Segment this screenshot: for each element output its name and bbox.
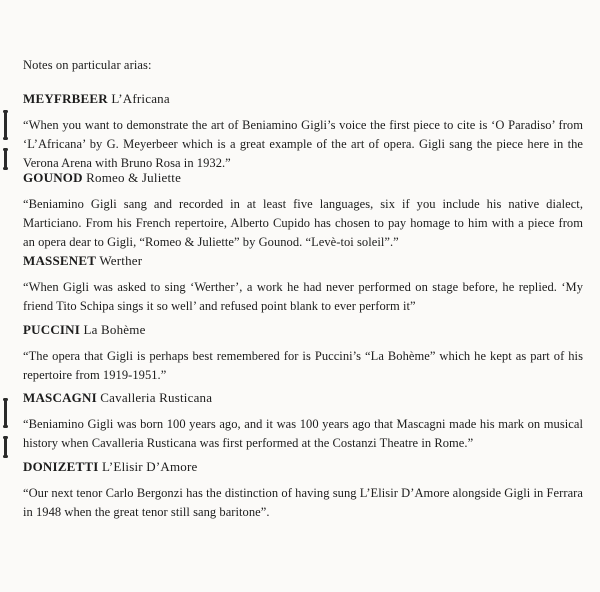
composer-name: GOUNOD	[23, 170, 83, 185]
binding-clip	[4, 398, 7, 428]
composer-name: DONIZETTI	[23, 459, 99, 474]
opera-title: Cavalleria Rusticana	[100, 390, 213, 405]
aria-heading	[23, 253, 583, 269]
aria-note	[23, 322, 583, 385]
aria-note	[23, 91, 583, 173]
aria-description: “When you want to demonstrate the art of Beniamino Gigli’s voice the first piece to cite is ‘O Paradiso’ from ‘L’Africana’ by G. Meyerbeer which is a great example of the art of opera. Gigli sang the piece here in the Verona Arena with Bruno Rosa in 1932.”	[23, 118, 583, 170]
opera-title: Werther	[99, 253, 143, 268]
composer-name: MASSENET	[23, 253, 97, 268]
aria-note	[23, 459, 583, 522]
aria-heading	[23, 390, 583, 406]
aria-heading	[23, 170, 583, 186]
composer-name: MEYFRBEER	[23, 91, 108, 106]
aria-description: “The opera that Gigli is perhaps best remembered for is Puccini’s “La Bohème” which he kept as part of his repertoire from 1919-1951.”	[23, 349, 583, 382]
aria-heading	[23, 322, 583, 338]
aria-heading	[23, 459, 583, 475]
binding-clip	[4, 148, 7, 170]
aria-note	[23, 170, 583, 252]
aria-description: “Our next tenor Carlo Bergonzi has the distinction of having sung L’Elisir D’Amore alongside Gigli in Ferrara in 1948 when the great tenor still sang baritone”.	[23, 486, 583, 519]
opera-title: L’Elisir D’Amore	[101, 459, 198, 474]
opera-title: L’Africana	[111, 91, 170, 106]
composer-name: PUCCINI	[23, 322, 81, 337]
notes-intro: Notes on particular arias:	[23, 58, 152, 72]
binding-clip	[4, 110, 7, 140]
aria-description: “When Gigli was asked to sing ‘Werther’, a work he had never performed on stage before, he replied. ‘My friend Tito Schipa sings it so well’ and refused point blank to ever perform it”	[23, 280, 583, 313]
aria-note	[23, 390, 583, 453]
aria-description: “Beniamino Gigli sang and recorded in at least five languages, six if you include his native dialect, Marticiano. From his French repertoire, Alberto Cupido has chosen to pay homage to him with a piece from an opera dear to Gigli, “Romeo & Juliette” by Gounod. “Levè-toi soleil”.”	[23, 197, 583, 249]
opera-title: La Bohème	[83, 322, 146, 337]
aria-heading	[23, 91, 583, 107]
composer-name: MASCAGNI	[23, 390, 97, 405]
binding-clip	[4, 436, 7, 458]
aria-description: “Beniamino Gigli was born 100 years ago, and it was 100 years ago that Mascagni made his mark on musical history when Cavalleria Rusticana was first performed at the Costanzi Theatre in Rome.”	[23, 417, 583, 450]
aria-note	[23, 253, 583, 316]
opera-title: Romeo & Juliette	[86, 170, 182, 185]
